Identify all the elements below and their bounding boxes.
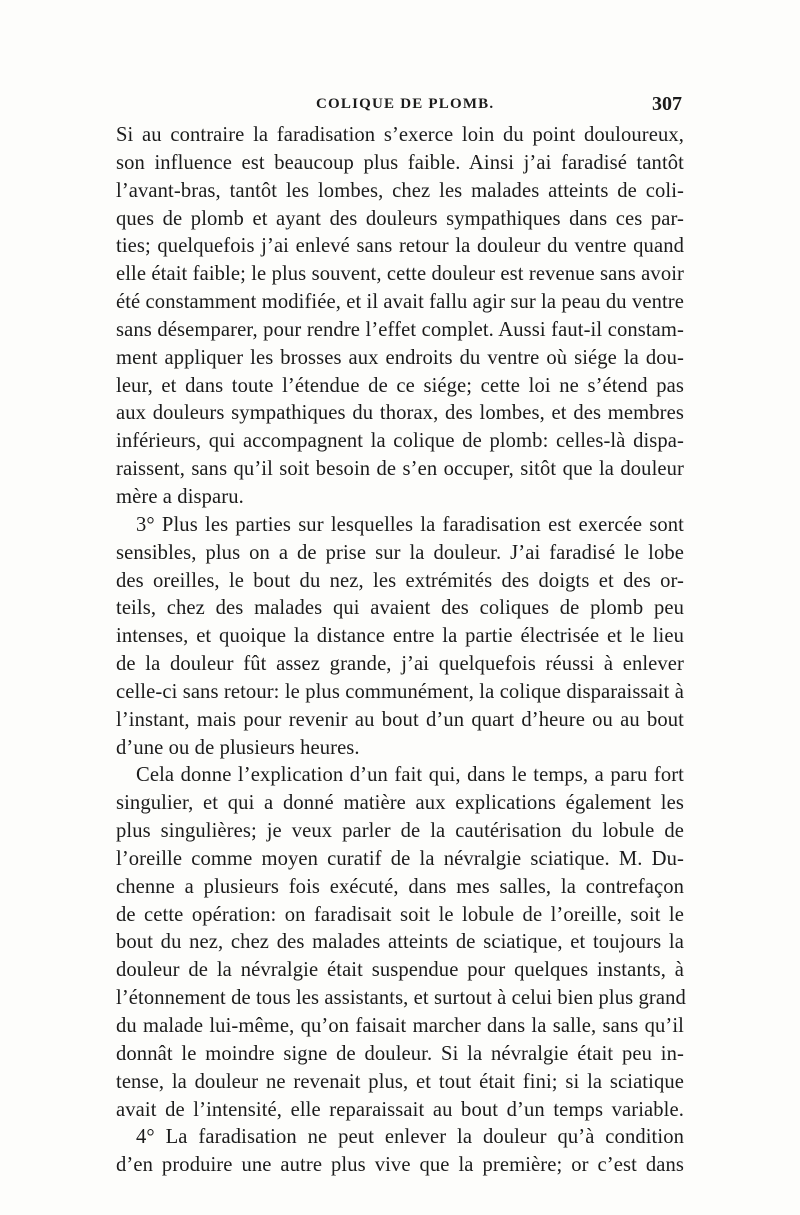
text-line: l’étonnement de tous les assistants, et surtout à celui bien plus grand xyxy=(116,987,686,1010)
text-line: l’avant-bras, tantôt les lombes, chez les malades atteints de coli- xyxy=(116,179,684,202)
page-number: 307 xyxy=(652,93,682,115)
text-line: de la douleur fût assez grande, j’ai quelquefois réussi à enlever xyxy=(116,653,684,676)
text-line: l’oreille comme moyen curatif de la névralgie sciatique. M. Du- xyxy=(116,847,684,870)
text-line: inférieurs, qui accompagnent la colique de plomb: celles-là dispa- xyxy=(116,430,684,453)
text-line: bout du nez, chez des malades atteints de sciatique, et toujours la xyxy=(116,931,684,954)
text-line: leur, et dans toute l’étendue de ce siége; cette loi ne s’étend pas xyxy=(116,374,684,397)
text-line: singulier, et qui a donné matière aux explications également les xyxy=(116,792,684,815)
text-line: son influence est beaucoup plus faible. Ainsi j’ai faradisé tantôt xyxy=(116,151,684,174)
text-line: ment appliquer les brosses aux endroits du ventre où siége la dou- xyxy=(116,346,684,369)
text-line: ques de plomb et ayant des douleurs sympathiques dans ces par- xyxy=(116,207,684,230)
text-line: teils, chez des malades qui avaient des coliques de plomb peu xyxy=(116,597,684,620)
text-line: douleur de la névralgie était suspendue pour quelques instants, à xyxy=(116,959,684,982)
body-text xyxy=(116,122,684,1180)
text-line: avait de l’intensité, elle reparaissait au bout d’un temps variable. xyxy=(116,1098,684,1121)
text-line: 4° La faradisation ne peut enlever la douleur qu’à condition xyxy=(136,1126,684,1149)
text-line: sans désemparer, pour rendre l’effet complet. Aussi faut-il constam- xyxy=(116,318,684,341)
text-line: du malade lui-même, qu’on faisait marcher dans la salle, sans qu’il xyxy=(116,1015,684,1037)
text-line: d’en produire une autre plus vive que la première; or c’est dans xyxy=(116,1154,684,1177)
text-line: Si au contraire la faradisation s’exerce loin du point douloureux, xyxy=(116,124,684,146)
text-line: l’instant, mais pour revenir au bout d’un quart d’heure ou au bout xyxy=(116,708,684,731)
text-line: été constamment modifiée, et il avait fallu agir sur la peau du ventre xyxy=(116,291,684,314)
text-line: ties; quelquefois j’ai enlevé sans retour la douleur du ventre quand xyxy=(116,235,684,258)
text-line: Cela donne l’explication d’un fait qui, dans le temps, a paru fort xyxy=(136,764,684,787)
text-line: chenne a plusieurs fois exécuté, dans mes salles, la contrefaçon xyxy=(116,875,684,898)
text-line: celle-ci sans retour: le plus communément, la colique disparaissait à xyxy=(116,680,684,703)
text-line: plus singulières; je veux parler de la cautérisation du lobule de xyxy=(116,820,684,843)
running-head xyxy=(0,93,800,120)
text-line: donnât le moindre signe de douleur. Si la névralgie était peu in- xyxy=(116,1042,684,1065)
text-line: mère a disparu. xyxy=(116,485,244,508)
text-line: de cette opération: on faradisait soit le lobule de l’oreille, soit le xyxy=(116,903,684,926)
text-line: raissent, sans qu’il soit besoin de s’en occuper, sitôt que la douleur xyxy=(116,458,684,481)
running-title: COLIQUE DE PLOMB. xyxy=(316,96,495,112)
text-line: des oreilles, le bout du nez, les extrémités des doigts et des or- xyxy=(116,569,684,592)
text-line: tense, la douleur ne revenait plus, et tout était fini; si la sciatique xyxy=(116,1070,684,1093)
text-line: d’une ou de plusieurs heures. xyxy=(116,736,360,759)
text-line: intenses, et quoique la distance entre la partie électrisée et le lieu xyxy=(116,625,684,648)
text-line: aux douleurs sympathiques du thorax, des lombes, et des membres xyxy=(116,402,684,425)
text-line: 3° Plus les parties sur lesquelles la faradisation est exercée sont xyxy=(136,513,684,536)
text-line: sensibles, plus on a de prise sur la douleur. J’ai faradisé le lobe xyxy=(116,541,684,564)
text-line: elle était faible; le plus souvent, cette douleur est revenue sans avoir xyxy=(116,263,684,286)
